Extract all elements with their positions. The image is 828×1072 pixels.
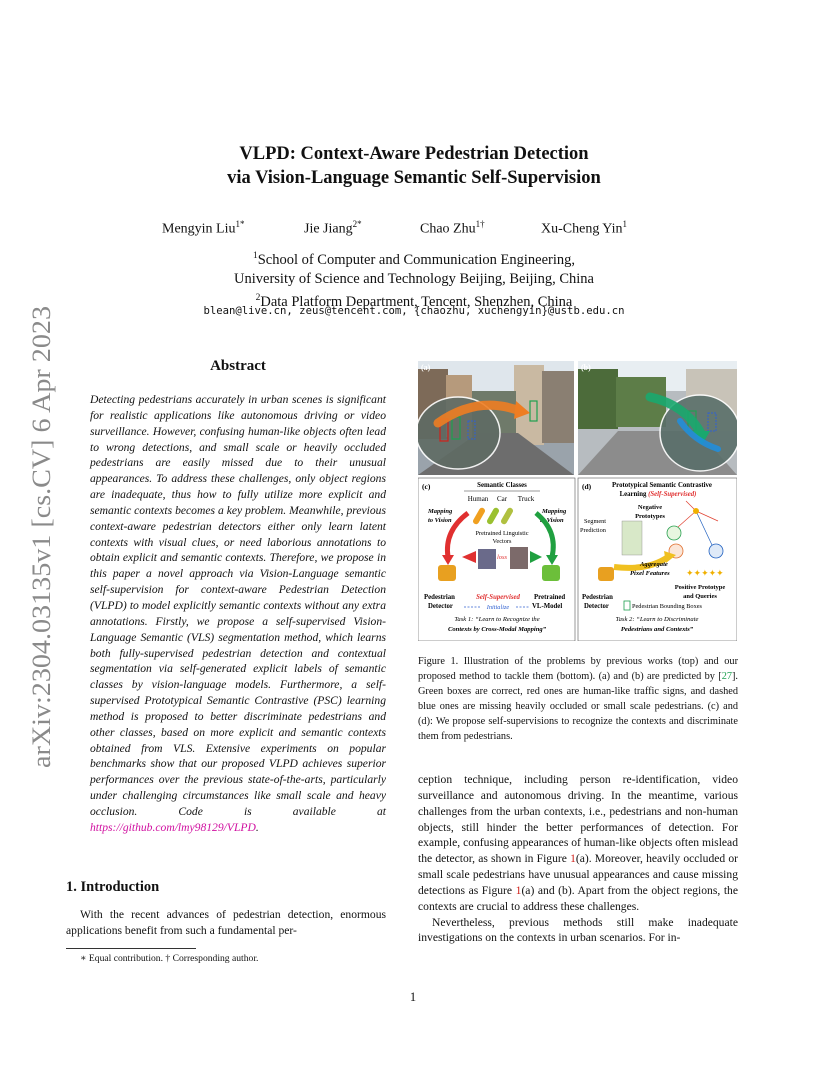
paper-title [140,142,688,190]
class-label: Truck [517,495,535,503]
mapping-label-right: to Vision [540,517,564,524]
positive-prototype-label: and Queries [683,593,717,600]
page-number: 1 [409,990,417,1004]
arxiv-id: arXiv:2304.03135v1 [cs.CV] 6 Apr 2023 [27,340,56,768]
code-link[interactable]: https://github.com/lmy98129/VLPD [90,820,256,834]
author-emails: blean@live.cn, zeus@tencent.com, {chaozhu, xuchengyin}@ustb.edu.cn [203,305,625,317]
author: Chao Zhu$^{1\dagger}$ [420,219,485,237]
panel-c-label: (c) [422,482,431,491]
author-list [0,219,828,239]
segment-prediction-label: Segment [584,518,607,525]
intro-paragraph: With the recent advances of pedestrian detection, enormous applications benefit from such a fundamental per- [66,908,386,937]
self-supervised-label: Self-Supervised [476,594,520,601]
panel-a-label: (a) [421,363,431,372]
segment-prediction-label: Prediction [580,527,606,534]
affiliation: $^2$Data Platform Department, Tencent, Shenzhen, China [255,292,573,310]
paragraph: Nevertheless, previous methods still make inadequate investigations on the contexts in urban scenarios. For in- [418,915,738,945]
vl-model-label: Pretrained [534,594,566,601]
figure-ref-link[interactable]: 1 [515,883,522,897]
footnote: ∗ Equal contribution. † Corresponding author. [80,953,259,964]
author: Jie Jiang$^{2*}$ [304,219,362,237]
section-heading: 1. Introduction [66,879,160,895]
abstract-body: Detecting pedestrians accurately in urban scenes is significant for realistic applications like autonomous driving or video surveillance. However, confusing human-like objects often lead to wrong detections, and small scale or heavily occluded pedestrians are easily missed due to their unusual appearances. To address these challenges, only object regions are inadequate, thus how to fully utilize more explicit and semantic contexts becomes a key problem. Meanwhile, previous context-aware pedestrian detectors either only learn latent contexts with visual clues, or need laborious annotations to obtain explicit and semantic contexts. Therefore, we propose in this paper a novel approach via Vision-Language semantic self-supervision for context-aware Pedestrian Detection (VLPD) to model explicitly semantic contexts without any extra annotations. Firstly, we propose a self-supervised Vision-Language Semantic (VLS) segmentation method, which learns both fully-supervised pedestrian detection and contextual segmentation via self-generated explicit labels of semantic classes by vision-language models. Furthermore, a self-supervised Prototypical Semantic Contrastive (PSC) learning method is proposed to better discriminate pedestrians and other classes, based on more explicit and semantic contexts obtained from VLS. Extensive experiments on popular benchmarks show that our proposed VLPD achieves superior performances over the previous state-of-the-arts, particularly under challenging circumstances like small scale and heavy occlusion. Code is available at https://github.com/lmy98129/VLPD. [90,393,386,834]
detector-label: Pedestrian [582,594,613,601]
detector-label: Detector [428,603,453,610]
figure-1-graphic [418,361,737,641]
positive-prototype-label: Positive Prototype [674,584,726,591]
author: Mengyin Liu$^{1*}$ [162,219,245,237]
photo-b [578,361,737,475]
affiliation: $^1$School of Computer and Communication Engineering, [252,251,576,268]
panel-d-label: (d) [582,482,592,491]
bounding-boxes-label: Pedestrian Bounding Boxes [632,603,702,610]
author: Xu-Cheng Yin$^1$ [541,219,628,237]
figure-1 [418,361,737,641]
title-line-1: VLPD: Context-Aware Pedestrian Detection [239,144,589,164]
figure-caption: Figure 1. Illustration of the problems by previous works (top) and our proposed method to tackle them (bottom). (a) and (b) are predicted by [27]. Green boxes are correct, red ones are human-like traffic signs, and dashed blue ones are missing heavily occluded or small scale pedestrians. (c) and (d): We propose self-supervisions to recognize the contexts and discriminate them from pedestrians. [418,656,738,742]
panel-d [578,478,737,641]
initialize-label: Initialize [486,604,510,611]
photo-a [418,361,574,475]
figure-ref-link[interactable]: 1 [570,852,576,866]
citation-link[interactable]: 27 [721,670,732,682]
class-label: Human [467,495,489,503]
paragraph: ception technique, including person re-identification, video surveillance and autonomous driving. In the meantime, various challenges from the urban contexts, i.e., pedestrians and non-human objects, still hinder the better performances of detection. For example, confusing appearances of human-like objects often mislead the detector, as shown in Figure 1(a). Moreover, heavily occluded or small scale pedestrians have unusual appearances and cause missing detections as Figure 1(a) and (b). Apart from the object regions, the contexts are crucial to address these challenges. [418,773,739,913]
mapping-label-left: Mapping [428,508,453,515]
mapping-label-left: to Vision [428,517,452,524]
linguistic-vectors-label: Vectors [492,538,512,545]
affiliation: University of Science and Technology Beijing, Beijing, China [234,270,594,287]
panel-b-label: (b) [581,363,591,372]
loss-label: loss [496,554,508,561]
psc-title: Prototypical Semantic Contrastive [612,482,712,489]
task2-caption: Task 2: “Learn to Discriminate [615,616,699,623]
arxiv-stamp [20,300,60,770]
negative-prototypes-label: Prototypes [635,513,665,520]
affiliations [140,247,688,312]
negative-prototypes-label: Negative [637,504,663,511]
aggregate-label: Aggregate [640,561,668,568]
right-column-text [418,772,738,946]
abstract-heading: Abstract [210,358,266,374]
class-label: Car [496,495,508,503]
psc-title: Learning (Self-Supervised) [619,491,697,498]
task1-caption: Task 1: “Learn to Recognize the [454,616,540,623]
task2-caption: Pedestrians and Contexts” [620,626,694,633]
task1-caption: Contexts by Cross-Modal Mapping” [447,626,547,633]
aggregate-label: Pixel Features [630,570,670,577]
vl-model-label: VL-Model [532,603,563,610]
detector-label: Detector [584,603,609,610]
query-stars: ✦✦✦✦✦ [686,568,724,578]
linguistic-vectors-label: Pretrained Linguistic [475,530,529,537]
title-line-2: via Vision-Language Semantic Self-Supervision [227,168,601,188]
footnote-rule [66,948,196,949]
mapping-label-right: Mapping [542,508,567,515]
panel-c [418,478,575,641]
semantic-classes-label: Semantic Classes [477,482,527,489]
detector-label: Pedestrian [424,594,455,601]
